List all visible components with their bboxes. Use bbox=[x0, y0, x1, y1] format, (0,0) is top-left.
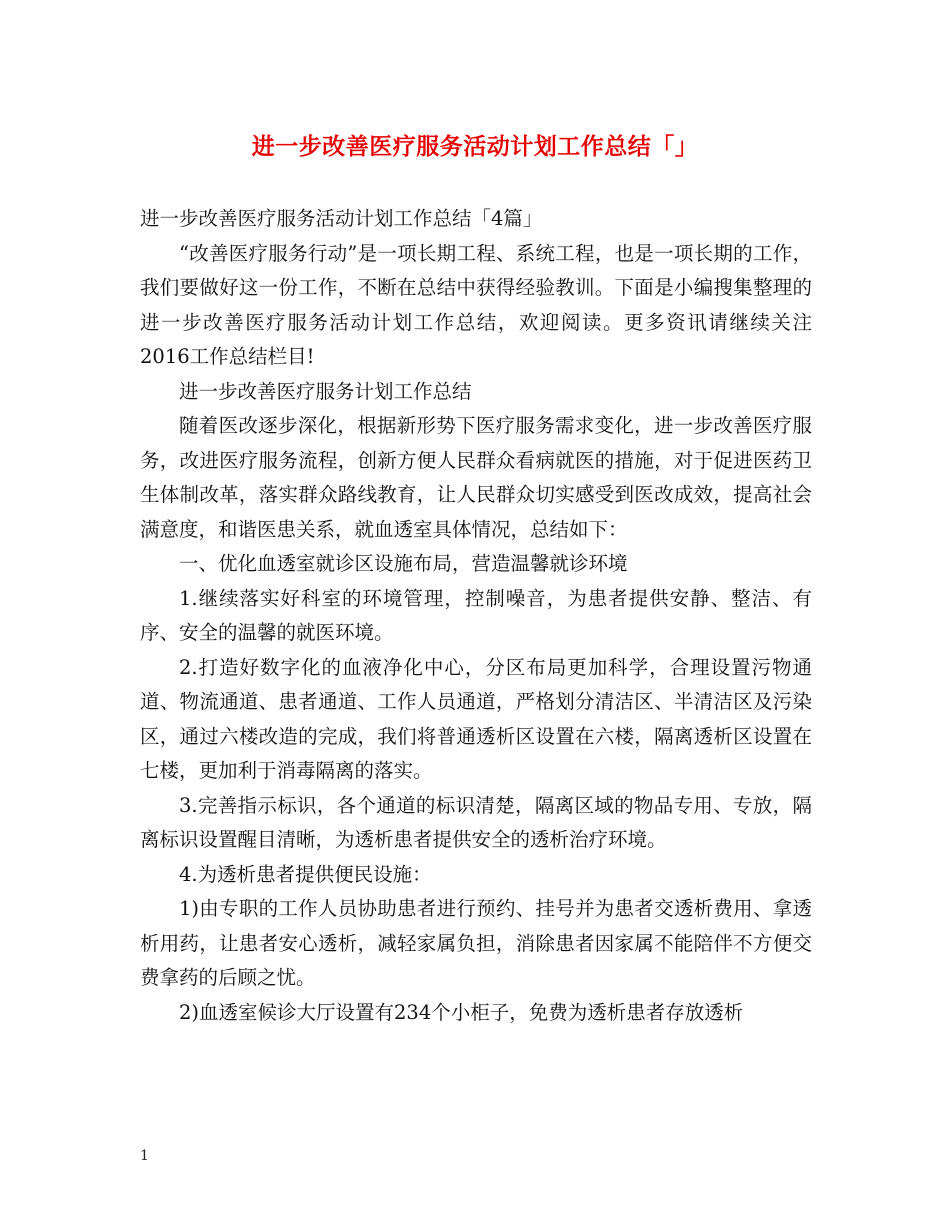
document-body bbox=[140, 202, 812, 1030]
subtitle-paragraph: 进一步改善医疗服务活动计划工作总结「4篇」 bbox=[140, 207, 543, 230]
context-paragraph: 随着医改逐步深化，根据新形势下医疗服务需求变化，进一步改善医疗服务，改进医疗服务流程，创新方便人民群众看病就医的措施，对于促进医药卫生体制改革，落实群众路线教育，让人民群众切实感受到医改成效，提高社会满意度，和谐医患关系，就血透室具体情况，总结如下： bbox=[140, 414, 812, 541]
list-item-3: 3.完善指示标识，各个通道的标识清楚，隔离区域的物品专用、专放，隔离标识设置醒目清晰，为透析患者提供安全的透析治疗环境。 bbox=[140, 793, 812, 851]
list-item-2: 2.打造好数字化的血液净化中心，分区布局更加科学，合理设置污物通道、物流通道、患者通道、工作人员通道，严格划分清洁区、半清洁区及污染区，通过六楼改造的完成，我们将普通透析区设置在六楼，隔离透析区设置在七楼，更加利于消毒隔离的落实。 bbox=[140, 655, 812, 782]
sub-item-1: 1)由专职的工作人员协助患者进行预约、挂号并为患者交透析费用、拿透析用药，让患者安心透析，减轻家属负担，消除患者因家属不能陪伴不方便交费拿药的后顾之忧。 bbox=[140, 897, 812, 989]
intro-paragraph: “改善医疗服务行动”是一项长期工程、系统工程，也是一项长期的工作，我们要做好这一份工作，不断在总结中获得经验教训。下面是小编搜集整理的进一步改善医疗服务活动计划工作总结，欢迎阅读。更多资讯请继续关注2016工作总结栏目! bbox=[140, 241, 812, 368]
list-item-4: 4.为透析患者提供便民设施： bbox=[179, 862, 432, 886]
document-title: 进一步改善医疗服务活动计划工作总结「」 bbox=[251, 133, 699, 160]
sub-item-2: 2)血透室候诊大厅设置有234个小柜子，免费为透析患者存放透析 bbox=[179, 1000, 744, 1024]
page-number: 1 bbox=[140, 1148, 149, 1164]
section-heading-one: 一、优化血透室就诊区设施布局，营造温馨就诊环境 bbox=[179, 552, 628, 575]
section-heading: 进一步改善医疗服务计划工作总结 bbox=[179, 379, 472, 403]
list-item-1: 1.继续落实好科室的环境管理，控制噪音，为患者提供安静、整洁、有序、安全的温馨的就医环境。 bbox=[140, 586, 812, 644]
